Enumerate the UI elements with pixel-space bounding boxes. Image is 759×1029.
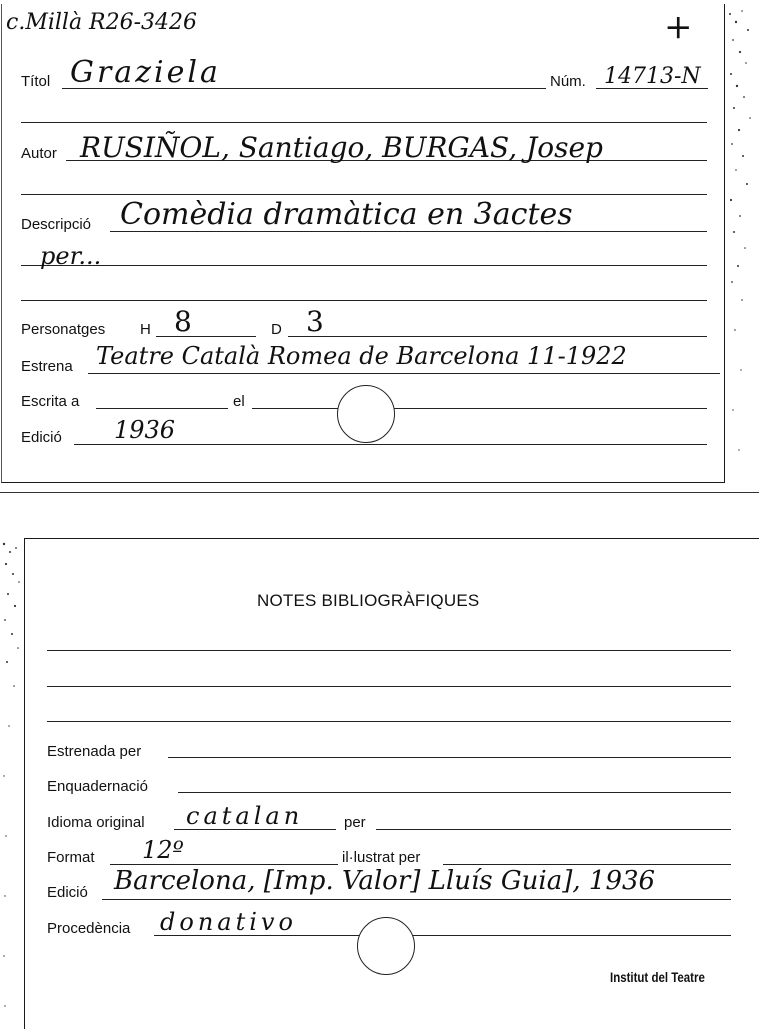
punch-hole-bottom xyxy=(357,917,415,975)
premiere-label: Estrena xyxy=(21,358,73,375)
premiered-by-label: Estrenada per xyxy=(47,743,142,760)
written-date-label: el xyxy=(233,393,245,410)
illustrated-by-rule xyxy=(443,864,731,865)
provenance-label: Procedència xyxy=(47,920,131,937)
description-value-1: Comèdia dramàtica en 3actes xyxy=(120,197,573,232)
characters-men-rule xyxy=(156,336,256,337)
characters-women-rule xyxy=(288,336,707,337)
notes-rule-1 xyxy=(47,650,731,651)
number-value: 14713-N xyxy=(604,64,701,89)
call-number: c.Millà R26-3426 xyxy=(6,10,198,35)
institution-footer: Institut del Teatre xyxy=(610,969,705,985)
translator-label: per xyxy=(344,814,366,831)
provenance-value: donativo xyxy=(160,908,297,936)
cross-mark: + xyxy=(664,7,693,47)
written-date-rule xyxy=(252,408,707,409)
characters-women-label: D xyxy=(271,321,282,338)
scan-speckle-right xyxy=(722,0,759,480)
edition-label: Edició xyxy=(21,429,62,446)
description-value-2: per... xyxy=(40,242,102,270)
illustrated-by-label: il·lustrat per xyxy=(342,849,421,866)
blank-rule-3 xyxy=(21,300,707,301)
translator-rule xyxy=(376,829,731,830)
author-label: Autor xyxy=(21,145,57,162)
written-at-rule xyxy=(96,408,228,409)
format-label: Format xyxy=(47,849,95,866)
author-value: RUSIÑOL, Santiago, BURGAS, Josep xyxy=(80,131,603,164)
notes-rule-3 xyxy=(47,721,731,722)
description-rule-2 xyxy=(21,265,707,266)
card-separator xyxy=(0,492,759,493)
premiered-by-rule xyxy=(168,757,731,758)
binding-label: Enquadernació xyxy=(47,778,148,795)
characters-women-value: 3 xyxy=(306,305,324,338)
blank-rule-1 xyxy=(21,122,707,123)
edition-bottom-label: Edició xyxy=(47,884,88,901)
title-label: Títol xyxy=(21,73,51,90)
premiere-value: Teatre Català Romea de Barcelona 11-1922 xyxy=(96,342,627,370)
original-language-value: catalan xyxy=(186,802,304,830)
scan-speckle-left xyxy=(0,536,24,1028)
punch-hole-top xyxy=(337,385,395,443)
title-value: Graziela xyxy=(70,55,221,90)
description-label: Descripció xyxy=(21,216,92,233)
edition-rule xyxy=(74,444,707,445)
written-at-label: Escrita a xyxy=(21,393,80,410)
edition-bottom-value: Barcelona, [Imp. Valor] Lluís Guia], 1936 xyxy=(114,866,656,896)
binding-rule xyxy=(178,792,731,793)
number-label: Núm. xyxy=(550,73,586,90)
blank-rule-2 xyxy=(21,194,707,195)
format-value: 12º xyxy=(142,836,184,864)
notes-title: NOTES BIBLIOGRÀFIQUES xyxy=(257,591,480,610)
edition-value: 1936 xyxy=(114,416,176,444)
format-rule xyxy=(110,864,338,865)
characters-men-value: 8 xyxy=(174,305,192,338)
notes-rule-2 xyxy=(47,686,731,687)
characters-men-label: H xyxy=(140,321,151,338)
characters-label: Personatges xyxy=(21,321,106,338)
premiere-rule xyxy=(88,373,720,374)
edition-bottom-rule xyxy=(102,899,731,900)
original-language-label: Idioma original xyxy=(47,814,145,831)
